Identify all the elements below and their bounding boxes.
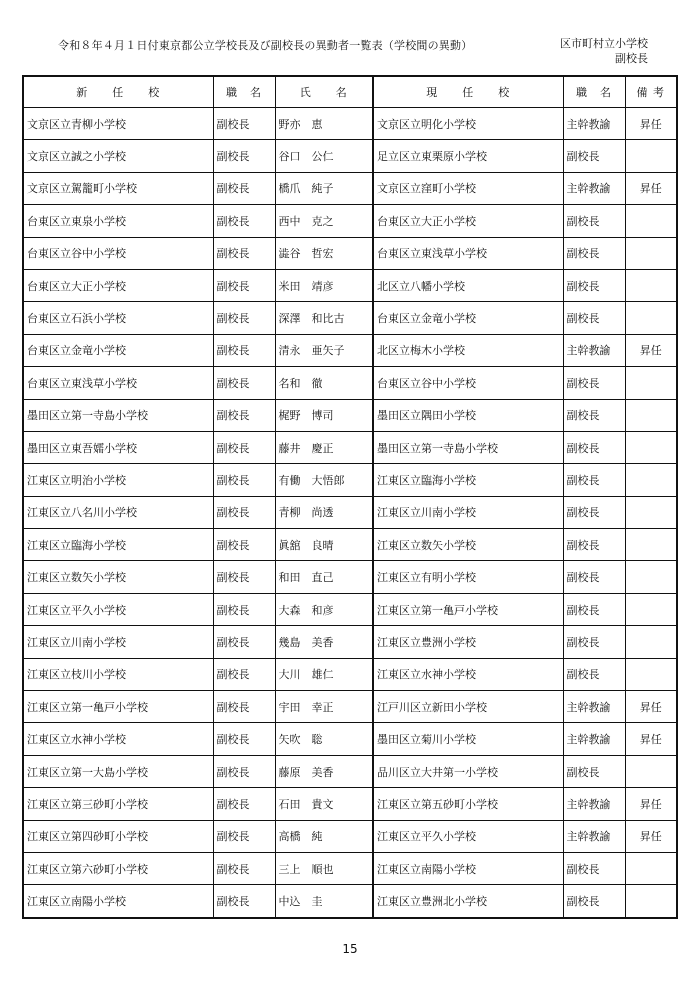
table-row: [23, 399, 677, 431]
cell-remarks: [625, 399, 677, 431]
cell-name: 藤原 美香: [275, 755, 373, 787]
cell-current-position: 主幹教諭: [563, 108, 625, 140]
cell-name: 野亦 恵: [275, 108, 373, 140]
cell-current-position: 主幹教諭: [563, 788, 625, 820]
cell-remarks: [625, 852, 677, 884]
cell-current-school: 江東区立第五砂町小学校: [373, 788, 563, 820]
cell-new-school: 江東区立臨海小学校: [23, 529, 213, 561]
cell-current-position: 副校長: [563, 431, 625, 463]
cell-remarks: [625, 431, 677, 463]
cell-new-school: 文京区立駕籠町小学校: [23, 172, 213, 204]
cell-new-position: 副校長: [213, 885, 275, 918]
col-header-new-school: 新 任 校: [23, 76, 213, 108]
cell-current-school: 文京区立窪町小学校: [373, 172, 563, 204]
cell-name: 名和 徹: [275, 367, 373, 399]
cell-remarks: 昇任: [625, 334, 677, 366]
col-header-current-school: 現 任 校: [373, 76, 563, 108]
cell-name: 幾島 美香: [275, 626, 373, 658]
cell-new-school: 台東区立石浜小学校: [23, 302, 213, 334]
cell-remarks: [625, 885, 677, 918]
cell-new-position: 副校長: [213, 302, 275, 334]
cell-new-position: 副校長: [213, 852, 275, 884]
cell-current-school: 墨田区立菊川小学校: [373, 723, 563, 755]
cell-name: 大川 雄仁: [275, 658, 373, 690]
cell-name: 梶野 博司: [275, 399, 373, 431]
cell-current-school: 江東区立平久小学校: [373, 820, 563, 852]
col-header-current-position: 職 名: [563, 76, 625, 108]
cell-name: 中込 圭: [275, 885, 373, 918]
cell-new-school: 江東区立南陽小学校: [23, 885, 213, 918]
cell-new-position: 副校長: [213, 334, 275, 366]
cell-current-position: 副校長: [563, 464, 625, 496]
cell-name: 高橋 純: [275, 820, 373, 852]
cell-current-position: 副校長: [563, 561, 625, 593]
cell-new-position: 副校長: [213, 269, 275, 301]
cell-new-school: 墨田区立第一寺島小学校: [23, 399, 213, 431]
cell-current-position: 副校長: [563, 885, 625, 918]
cell-new-school: 台東区立東泉小学校: [23, 205, 213, 237]
cell-name: 矢吹 聡: [275, 723, 373, 755]
cell-name: 和田 直己: [275, 561, 373, 593]
cell-new-position: 副校長: [213, 237, 275, 269]
cell-new-position: 副校長: [213, 529, 275, 561]
table-row: [23, 788, 677, 820]
cell-current-position: 副校長: [563, 658, 625, 690]
cell-current-position: 副校長: [563, 593, 625, 625]
table-row: [23, 172, 677, 204]
table-row: [23, 755, 677, 787]
cell-current-school: 台東区立東浅草小学校: [373, 237, 563, 269]
document-title: 令和８年４月１日付東京都公立学校長及び副校長の異動者一覧表（学校間の異動）: [58, 39, 473, 52]
cell-new-school: 江東区立第一亀戸小学校: [23, 691, 213, 723]
cell-current-position: 副校長: [563, 496, 625, 528]
cell-new-position: 副校長: [213, 172, 275, 204]
cell-new-school: 江東区立第六砂町小学校: [23, 852, 213, 884]
cell-current-position: 主幹教諭: [563, 723, 625, 755]
cell-remarks: [625, 140, 677, 172]
cell-current-school: 北区立梅木小学校: [373, 334, 563, 366]
cell-remarks: 昇任: [625, 691, 677, 723]
cell-new-school: 江東区立水神小学校: [23, 723, 213, 755]
cell-current-school: 江東区立豊洲小学校: [373, 626, 563, 658]
cell-current-position: 副校長: [563, 205, 625, 237]
table-row: [23, 140, 677, 172]
cell-new-position: 副校長: [213, 431, 275, 463]
table-row: [23, 464, 677, 496]
cell-new-position: 副校長: [213, 464, 275, 496]
cell-new-position: 副校長: [213, 496, 275, 528]
cell-name: 清永 亜矢子: [275, 334, 373, 366]
cell-current-school: 江東区立豊洲北小学校: [373, 885, 563, 918]
cell-current-school: 台東区立金竜小学校: [373, 302, 563, 334]
category-position: 副校長: [615, 52, 648, 65]
cell-new-school: 江東区立八名川小学校: [23, 496, 213, 528]
cell-current-school: 江東区立南陽小学校: [373, 852, 563, 884]
table-row: [23, 593, 677, 625]
cell-name: 三上 順也: [275, 852, 373, 884]
cell-remarks: [625, 237, 677, 269]
cell-new-position: 副校長: [213, 723, 275, 755]
table-row: [23, 205, 677, 237]
table-row: [23, 431, 677, 463]
cell-current-school: 墨田区立隅田小学校: [373, 399, 563, 431]
category-school-type: 区市町村立小学校: [560, 37, 648, 50]
cell-remarks: [625, 464, 677, 496]
cell-new-school: 江東区立第三砂町小学校: [23, 788, 213, 820]
cell-current-position: 副校長: [563, 367, 625, 399]
cell-new-position: 副校長: [213, 205, 275, 237]
cell-new-school: 江東区立第一大島小学校: [23, 755, 213, 787]
cell-new-school: 江東区立明治小学校: [23, 464, 213, 496]
col-header-new-position: 職 名: [213, 76, 275, 108]
table-row: [23, 496, 677, 528]
table-row: [23, 108, 677, 140]
cell-current-school: 北区立八幡小学校: [373, 269, 563, 301]
cell-new-position: 副校長: [213, 108, 275, 140]
table-row: [23, 334, 677, 366]
cell-remarks: 昇任: [625, 108, 677, 140]
cell-name: 西中 克之: [275, 205, 373, 237]
cell-remarks: [625, 205, 677, 237]
cell-current-school: 江東区立臨海小学校: [373, 464, 563, 496]
table-row: [23, 852, 677, 884]
cell-remarks: [625, 529, 677, 561]
cell-name: 石田 貴文: [275, 788, 373, 820]
col-header-remarks: 備 考: [625, 76, 677, 108]
cell-new-school: 台東区立東浅草小学校: [23, 367, 213, 399]
cell-name: 眞舘 良晴: [275, 529, 373, 561]
cell-new-position: 副校長: [213, 399, 275, 431]
cell-name: 橋爪 純子: [275, 172, 373, 204]
cell-name: 宇田 幸正: [275, 691, 373, 723]
cell-current-school: 台東区立大正小学校: [373, 205, 563, 237]
cell-remarks: 昇任: [625, 723, 677, 755]
cell-current-school: 品川区立大井第一小学校: [373, 755, 563, 787]
cell-current-school: 江東区立水神小学校: [373, 658, 563, 690]
cell-current-position: 副校長: [563, 529, 625, 561]
personnel-table: [22, 75, 678, 919]
cell-new-position: 副校長: [213, 140, 275, 172]
cell-current-school: 江東区立数矢小学校: [373, 529, 563, 561]
cell-new-school: 江東区立川南小学校: [23, 626, 213, 658]
cell-remarks: 昇任: [625, 820, 677, 852]
table-row: [23, 269, 677, 301]
cell-current-position: 主幹教諭: [563, 820, 625, 852]
table-row: [23, 658, 677, 690]
table-body: [23, 108, 677, 918]
cell-new-school: 江東区立平久小学校: [23, 593, 213, 625]
cell-current-position: 副校長: [563, 140, 625, 172]
cell-current-position: 副校長: [563, 755, 625, 787]
cell-new-position: 副校長: [213, 658, 275, 690]
category-label: [560, 36, 648, 66]
cell-new-position: 副校長: [213, 561, 275, 593]
cell-new-position: 副校長: [213, 788, 275, 820]
cell-new-school: 江東区立第四砂町小学校: [23, 820, 213, 852]
cell-remarks: [625, 755, 677, 787]
cell-new-position: 副校長: [213, 367, 275, 399]
table-row: [23, 723, 677, 755]
cell-current-school: 台東区立谷中小学校: [373, 367, 563, 399]
table-row: [23, 820, 677, 852]
cell-current-school: 江戸川区立新田小学校: [373, 691, 563, 723]
cell-current-position: 副校長: [563, 852, 625, 884]
cell-remarks: [625, 626, 677, 658]
cell-current-position: 主幹教諭: [563, 172, 625, 204]
cell-name: 大森 和彦: [275, 593, 373, 625]
cell-remarks: 昇任: [625, 788, 677, 820]
table-row: [23, 529, 677, 561]
cell-remarks: [625, 658, 677, 690]
cell-new-school: 江東区立枝川小学校: [23, 658, 213, 690]
cell-current-position: 主幹教諭: [563, 334, 625, 366]
cell-current-position: 副校長: [563, 399, 625, 431]
cell-remarks: [625, 496, 677, 528]
cell-new-school: 江東区立数矢小学校: [23, 561, 213, 593]
cell-new-position: 副校長: [213, 691, 275, 723]
cell-current-school: 足立区立東栗原小学校: [373, 140, 563, 172]
table-row: [23, 626, 677, 658]
cell-remarks: [625, 593, 677, 625]
cell-current-position: 副校長: [563, 237, 625, 269]
cell-new-school: 文京区立青柳小学校: [23, 108, 213, 140]
cell-new-position: 副校長: [213, 820, 275, 852]
table-row: [23, 691, 677, 723]
cell-current-school: 江東区立第一亀戸小学校: [373, 593, 563, 625]
table-row: [23, 302, 677, 334]
cell-new-position: 副校長: [213, 626, 275, 658]
cell-current-school: 墨田区立第一寺島小学校: [373, 431, 563, 463]
col-header-name: 氏 名: [275, 76, 373, 108]
page-number: 15: [342, 942, 358, 956]
cell-name: 青柳 尚透: [275, 496, 373, 528]
cell-new-school: 台東区立大正小学校: [23, 269, 213, 301]
cell-new-position: 副校長: [213, 755, 275, 787]
table-row: [23, 885, 677, 918]
cell-remarks: [625, 269, 677, 301]
cell-name: 有働 大悟郎: [275, 464, 373, 496]
cell-remarks: [625, 367, 677, 399]
cell-name: 澁谷 哲宏: [275, 237, 373, 269]
cell-current-school: 江東区立有明小学校: [373, 561, 563, 593]
cell-new-school: 墨田区立東吾嬬小学校: [23, 431, 213, 463]
cell-new-school: 台東区立金竜小学校: [23, 334, 213, 366]
cell-remarks: [625, 561, 677, 593]
cell-name: 藤井 慶正: [275, 431, 373, 463]
cell-current-position: 副校長: [563, 269, 625, 301]
cell-remarks: 昇任: [625, 172, 677, 204]
table-header-row: [23, 76, 677, 108]
cell-new-school: 文京区立誠之小学校: [23, 140, 213, 172]
cell-name: 米田 靖彦: [275, 269, 373, 301]
cell-remarks: [625, 302, 677, 334]
cell-current-position: 副校長: [563, 302, 625, 334]
cell-new-school: 台東区立谷中小学校: [23, 237, 213, 269]
cell-name: 谷口 公仁: [275, 140, 373, 172]
cell-current-school: 文京区立明化小学校: [373, 108, 563, 140]
cell-current-position: 副校長: [563, 626, 625, 658]
cell-new-position: 副校長: [213, 593, 275, 625]
cell-name: 深澤 和比古: [275, 302, 373, 334]
table-row: [23, 561, 677, 593]
cell-current-school: 江東区立川南小学校: [373, 496, 563, 528]
cell-current-position: 主幹教諭: [563, 691, 625, 723]
table-row: [23, 367, 677, 399]
table-row: [23, 237, 677, 269]
